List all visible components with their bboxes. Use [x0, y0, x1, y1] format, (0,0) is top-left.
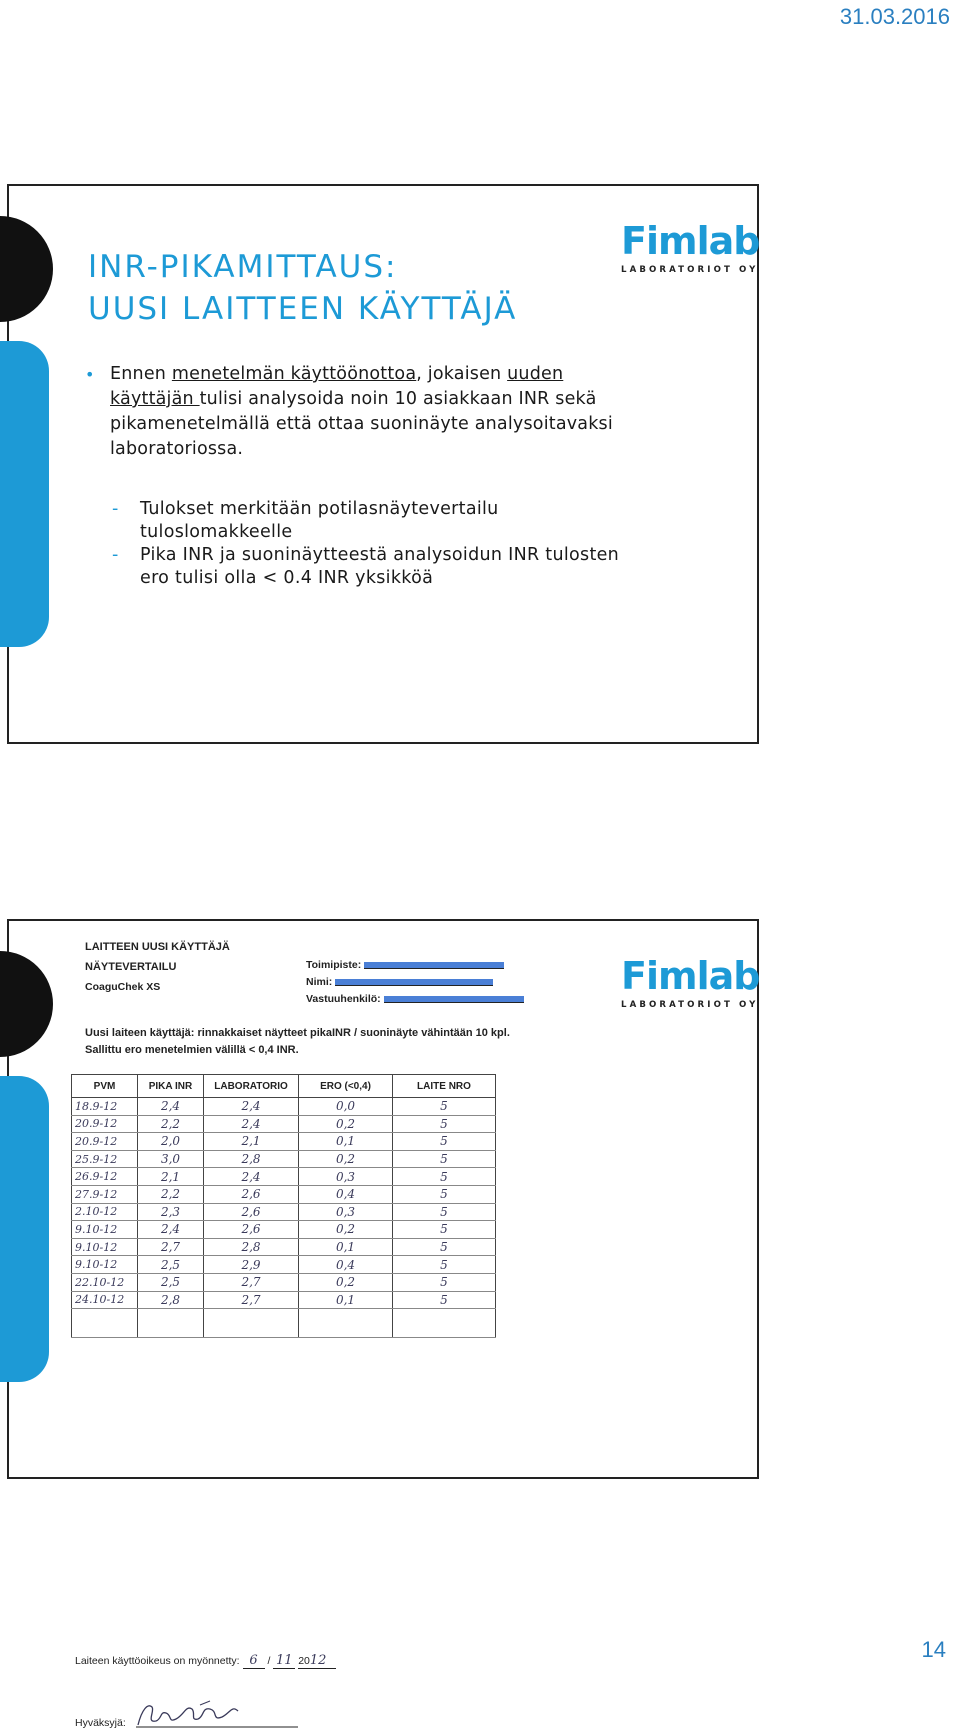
- table-row: [72, 1221, 496, 1239]
- logo-wordmark: Fimlab: [621, 219, 760, 263]
- form-instructions: Uusi laiteen käyttäjä: rinnakkaiset näytteet pikaINR / suoninäyte vähintään 10 kpl. Sallittu ero menetelmien välillä < 0,4 INR.: [85, 1027, 510, 1056]
- cell-difference: 0,2: [299, 1150, 393, 1168]
- cell-device: 5: [393, 1115, 496, 1133]
- underlined-phrase: menetelmän käyttöönottoa: [171, 364, 417, 384]
- bullet-dot-icon: •: [85, 365, 95, 384]
- cell-pika-inr: 2,3: [138, 1203, 204, 1221]
- cell-empty: [393, 1309, 496, 1338]
- main-bullet: [85, 362, 630, 462]
- decorative-black-circle: [0, 216, 53, 322]
- cell-laboratory: 2,4: [204, 1098, 299, 1116]
- cell-pika-inr: 2,7: [138, 1238, 204, 1256]
- cell-laboratory: 2,7: [204, 1273, 299, 1291]
- grant-year: 2012: [298, 1653, 336, 1669]
- cell-difference: 0,2: [299, 1221, 393, 1239]
- cell-device: 5: [393, 1203, 496, 1221]
- inr-comparison-table: [71, 1074, 496, 1338]
- grant-day: 6: [243, 1653, 265, 1669]
- approver-label: Hyväksyjä:: [75, 1717, 126, 1729]
- logo-tagline: LABORATORIOT OY: [621, 1000, 759, 1010]
- cell-date: 27.9-12: [72, 1185, 138, 1203]
- cell-difference: 0,3: [299, 1168, 393, 1186]
- sub-bullet-text: Pika INR ja suoninäytteestä analysoidun INR tulosten ero tulisi olla < 0.4 INR yksikköä: [140, 545, 620, 588]
- fimlab-logo: [621, 219, 760, 275]
- cell-pika-inr: 2,8: [138, 1291, 204, 1309]
- table-row: [72, 1273, 496, 1291]
- cell-device: 5: [393, 1098, 496, 1116]
- cell-pika-inr: 2,1: [138, 1168, 204, 1186]
- cell-difference: 0,1: [299, 1238, 393, 1256]
- cell-laboratory: 2,6: [204, 1203, 299, 1221]
- cell-device: 5: [393, 1150, 496, 1168]
- cell-laboratory: 2,1: [204, 1133, 299, 1151]
- cell-pika-inr: 2,4: [138, 1098, 204, 1116]
- approver-line: [75, 1699, 302, 1729]
- decorative-blue-bar: [0, 1076, 49, 1382]
- table-row: [72, 1150, 496, 1168]
- cell-laboratory: 2,7: [204, 1291, 299, 1309]
- cell-pika-inr: 2,5: [138, 1256, 204, 1274]
- redacted-field: [364, 962, 504, 969]
- logo-wordmark: Fimlab: [621, 954, 760, 998]
- header-laboratory: LABORATORIO: [204, 1075, 299, 1098]
- cell-empty: [299, 1309, 393, 1338]
- grant-month: 11: [273, 1653, 295, 1669]
- cell-device: 5: [393, 1133, 496, 1151]
- cell-laboratory: 2,8: [204, 1238, 299, 1256]
- cell-date: 2.10-12: [72, 1203, 138, 1221]
- cell-date: 22.10-12: [72, 1273, 138, 1291]
- cell-date: 18.9-12: [72, 1098, 138, 1116]
- header-device-number: LAITE NRO: [393, 1075, 496, 1098]
- cell-difference: 0,1: [299, 1133, 393, 1151]
- meta-office: [306, 957, 524, 974]
- table-row: [72, 1256, 496, 1274]
- cell-difference: 0,3: [299, 1203, 393, 1221]
- cell-empty: [204, 1309, 299, 1338]
- dash-icon: -: [112, 499, 119, 519]
- cell-laboratory: 2,9: [204, 1256, 299, 1274]
- table-row: [72, 1291, 496, 1309]
- cell-date: 9.10-12: [72, 1238, 138, 1256]
- meta-name: [306, 974, 524, 991]
- cell-pika-inr: 2,2: [138, 1115, 204, 1133]
- header-date: PVM: [72, 1075, 138, 1098]
- meta-responsible: [306, 991, 524, 1008]
- cell-pika-inr: 2,4: [138, 1221, 204, 1239]
- logo-tagline: LABORATORIOT OY: [621, 265, 759, 275]
- cell-laboratory: 2,6: [204, 1185, 299, 1203]
- cell-pika-inr: 3,0: [138, 1150, 204, 1168]
- header-difference: ERO (<0,4): [299, 1075, 393, 1098]
- permission-label: Laiteen käyttöoikeus on myönnetty:: [75, 1655, 240, 1667]
- bullet-text: Ennen: [110, 364, 172, 384]
- device-name: CoaguChek XS: [85, 981, 161, 993]
- cell-pika-inr: 2,0: [138, 1133, 204, 1151]
- cell-difference: 0,1: [299, 1291, 393, 1309]
- table-header-row: [72, 1075, 496, 1098]
- cell-device: 5: [393, 1273, 496, 1291]
- cell-device: 5: [393, 1256, 496, 1274]
- cell-device: 5: [393, 1168, 496, 1186]
- cell-laboratory: 2,6: [204, 1221, 299, 1239]
- page-date: 31.03.2016: [839, 4, 950, 29]
- cell-date: 24.10-12: [72, 1291, 138, 1309]
- form-title: LAITTEEN UUSI KÄYTTÄJÄ: [85, 941, 230, 953]
- cell-date: 20.9-12: [72, 1133, 138, 1151]
- title-line-2: UUSI LAITTEEN KÄYTTÄJÄ: [88, 291, 518, 327]
- cell-date: 9.10-12: [72, 1221, 138, 1239]
- slide-title: [88, 246, 517, 330]
- cell-empty: [72, 1309, 138, 1338]
- form-meta: [306, 957, 524, 1008]
- cell-device: 5: [393, 1238, 496, 1256]
- bullet-text: , jokaisen: [416, 364, 508, 384]
- title-line-1: INR-PIKAMITTAUS:: [88, 249, 398, 285]
- table-row: [72, 1168, 496, 1186]
- sub-bullet-item: [112, 544, 632, 590]
- underlined-phrase: uuden käyttäjän: [110, 364, 564, 409]
- permission-granted-line: Laiteen käyttöoikeus on myönnetty: 6 / 11 2012: [75, 1653, 336, 1669]
- table-row: [72, 1185, 496, 1203]
- handwritten-signature-icon: [132, 1699, 302, 1729]
- page-number: 14: [921, 1637, 946, 1662]
- redacted-field: [384, 996, 524, 1003]
- dash-icon: -: [112, 545, 119, 565]
- table-row: [72, 1238, 496, 1256]
- responsible-label: Vastuuhenkilö:: [306, 993, 381, 1005]
- cell-difference: 0,2: [299, 1273, 393, 1291]
- table-row: [72, 1133, 496, 1151]
- cell-device: 5: [393, 1291, 496, 1309]
- form-heading: [85, 937, 230, 997]
- cell-pika-inr: 2,5: [138, 1273, 204, 1291]
- cell-difference: 0,4: [299, 1256, 393, 1274]
- redacted-field: [335, 979, 493, 986]
- cell-empty: [138, 1309, 204, 1338]
- decorative-blue-bar: [0, 341, 49, 647]
- name-label: Nimi:: [306, 976, 333, 988]
- bullet-text: tulisi analysoida noin 10 asiakkaan INR sekä pikamenetelmällä että ottaa suoninäyte analysoitavaksi laboratoriossa.: [110, 389, 613, 459]
- form-subtitle: NÄYTEVERTAILU: [85, 961, 177, 973]
- cell-pika-inr: 2,2: [138, 1185, 204, 1203]
- sub-bullet-text: Tulokset merkitään potilasnäytevertailu tuloslomakkeelle: [140, 499, 499, 542]
- slide-comparison-form: [7, 919, 760, 1729]
- cell-difference: 0,0: [299, 1098, 393, 1116]
- slide-inr-intro: [7, 184, 759, 744]
- cell-date: 26.9-12: [72, 1168, 138, 1186]
- cell-device: 5: [393, 1185, 496, 1203]
- table-row: [72, 1115, 496, 1133]
- sub-bullet-item: [112, 498, 632, 544]
- decorative-black-circle: [0, 951, 53, 1057]
- fimlab-logo: [621, 954, 760, 1010]
- cell-laboratory: 2,8: [204, 1150, 299, 1168]
- header-pika-inr: PIKA INR: [138, 1075, 204, 1098]
- cell-difference: 0,2: [299, 1115, 393, 1133]
- table-row-empty: [72, 1309, 496, 1338]
- table-row: [72, 1203, 496, 1221]
- sub-bullet-list: [112, 498, 632, 590]
- cell-laboratory: 2,4: [204, 1115, 299, 1133]
- cell-date: 20.9-12: [72, 1115, 138, 1133]
- office-label: Toimipiste:: [306, 959, 362, 971]
- table-row: [72, 1098, 496, 1116]
- cell-date: 9.10-12: [72, 1256, 138, 1274]
- cell-date: 25.9-12: [72, 1150, 138, 1168]
- cell-difference: 0,4: [299, 1185, 393, 1203]
- cell-device: 5: [393, 1221, 496, 1239]
- cell-laboratory: 2,4: [204, 1168, 299, 1186]
